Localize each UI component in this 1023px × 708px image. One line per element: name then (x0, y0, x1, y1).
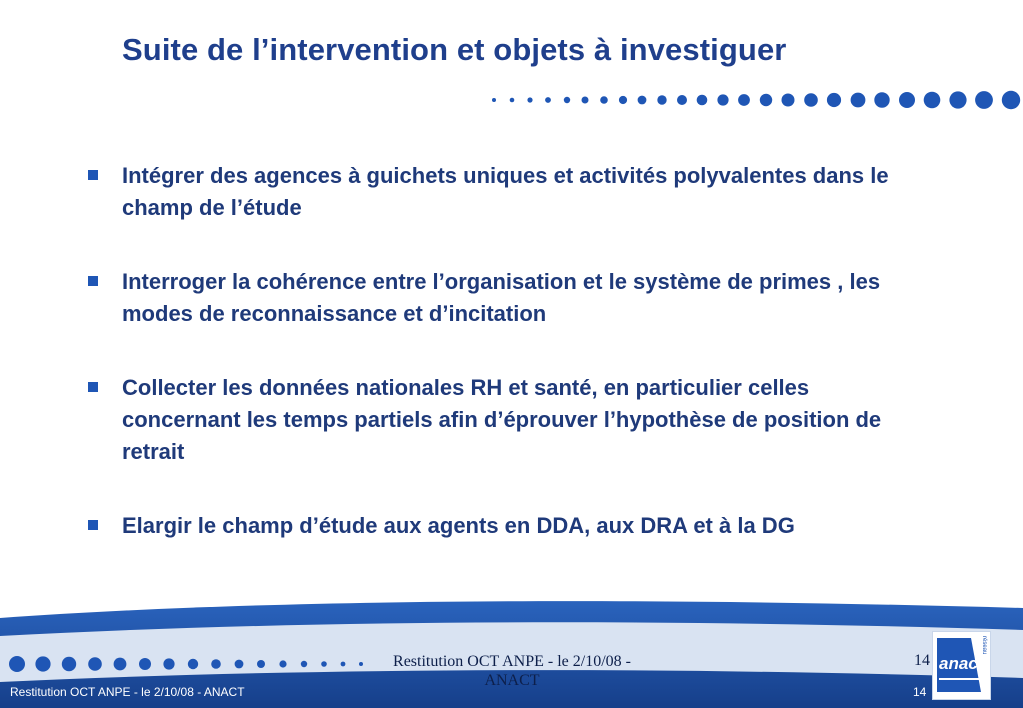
logo-side-text: réseau (981, 636, 987, 655)
page-number: 14 (914, 652, 930, 669)
bullet-item (88, 510, 948, 542)
square-bullet-icon (88, 276, 98, 286)
square-bullet-icon (88, 170, 98, 180)
page-number-footer: 14 (913, 685, 927, 699)
footer-left-text: Restitution OCT ANPE - le 2/10/08 - ANACT (10, 685, 245, 699)
decorative-dots-top (488, 86, 1023, 116)
bullet-text: Interroger la cohérence entre l’organisation et le système de primes , les modes de reconnaissance et d’incitation (122, 269, 881, 326)
bullet-text: Collecter les données nationales RH et santé, en particulier celles concernant les temps partiels afin d’éprouver l’hypothèse de position de retrait (122, 375, 882, 464)
footer (0, 590, 1023, 708)
bullet-item (88, 372, 948, 468)
anact-logo (932, 631, 991, 700)
bullet-item (88, 266, 948, 330)
slide-title: Suite de l’intervention et objets à investiguer (122, 32, 787, 67)
square-bullet-icon (88, 520, 98, 530)
bullet-text: Elargir le champ d’étude aux agents en DDA, aux DRA et à la DG (122, 513, 795, 538)
bullet-item (88, 160, 948, 224)
bullet-list (88, 160, 948, 542)
logo-text: anact (939, 654, 984, 673)
square-bullet-icon (88, 382, 98, 392)
decorative-dots-bottom (8, 652, 368, 676)
footer-center-text: Restitution OCT ANPE - le 2/10/08 - ANACT (393, 653, 631, 689)
bullet-text: Intégrer des agences à guichets uniques et activités polyvalentes dans le champ de l’étude (122, 163, 889, 220)
